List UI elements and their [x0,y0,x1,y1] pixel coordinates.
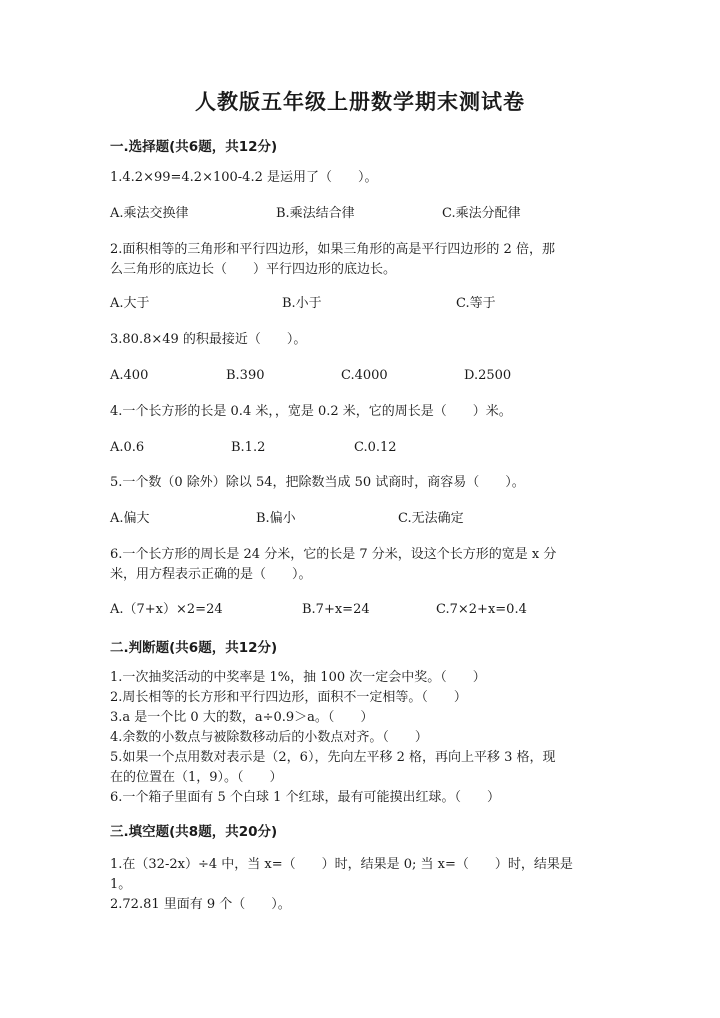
question-line: 3.a 是一个比 0 大的数，a÷0.9＞a。（ ） [110,710,374,725]
option-c: C.0.12 [354,440,397,455]
question-line: 1.4.2×99=4.2×100-4.2 是运用了（ ）。 [110,170,378,185]
question-line: 6.一个箱子里面有 5 个白球 1 个红球，最有可能摸出红球。（ ） [110,790,500,805]
option-a: A.乘法交换律 [110,206,189,221]
question-line: 1.在（32-2x）÷4 中，当 x=（ ）时，结果是 0; 当 x=（ ）时，结果是 [110,857,573,872]
option-a: A.偏大 [110,511,150,526]
option-c: C.4000 [341,368,388,383]
question-line: 5.一个数（0 除外）除以 54，把除数当成 50 试商时，商容易（ ）。 [110,475,525,490]
option-a: A.400 [110,368,149,383]
question-line: 4.余数的小数点与被除数移动后的小数点对齐。（ ） [110,730,428,745]
question-line: 1。 [110,877,132,892]
option-b: B.1.2 [231,440,266,455]
question-line: 5.如果一个点用数对表示是（2，6），先向左平移 2 格，再向上平移 3 格，现 [110,750,556,765]
question-line: 2.72.81 里面有 9 个（ ）。 [110,897,291,912]
option-c: C.7×2+x=0.4 [436,602,527,617]
question-line: 2.面积相等的三角形和平行四边形，如果三角形的高是平行四边形的 2 倍，那 [110,242,555,257]
question-line: 3.80.8×49 的积最接近（ ）。 [110,332,307,347]
option-b: B.390 [226,368,265,383]
question-line: 4.一个长方形的长是 0.4 米，，宽是 0.2 米，它的周长是（ ）米。 [110,404,512,419]
option-a: A.大于 [110,296,150,311]
exam-title: 人教版五年级上册数学期末测试卷 [195,90,525,114]
option-a: A.0.6 [110,440,145,455]
question-line: 2.周长相等的长方形和平行四边形，面积不一定相等。（ ） [110,690,467,705]
option-c: C.乘法分配律 [442,206,521,221]
option-c: C.无法确定 [398,511,464,526]
option-b: B.7+x=24 [302,602,370,617]
question-line: 么三角形的底边长（ ）平行四边形的底边长。 [110,262,397,277]
section-heading-fill: 三.填空题(共8题，共20分) [110,824,278,840]
question-line: 米，用方程表示正确的是（ ）。 [110,567,312,582]
option-d: D.2500 [464,368,512,383]
option-c: C.等于 [456,296,496,311]
question-line: 6.一个长方形的周长是 24 分米，它的长是 7 分米，设这个长方形的宽是 x 分 [110,547,557,562]
option-b: B.偏小 [256,511,296,526]
section-heading-judge: 二.判断题(共6题，共12分) [110,640,278,656]
option-a: A.（7+x）×2=24 [110,602,223,617]
option-b: B.小于 [282,296,322,311]
option-b: B.乘法结合律 [276,206,355,221]
question-line: 1.一次抽奖活动的中奖率是 1%，抽 100 次一定会中奖。（ ） [110,670,486,685]
question-line: 在的位置在（1，9）。（ ） [110,770,283,785]
section-heading-choice: 一.选择题(共6题，共12分) [110,139,278,155]
